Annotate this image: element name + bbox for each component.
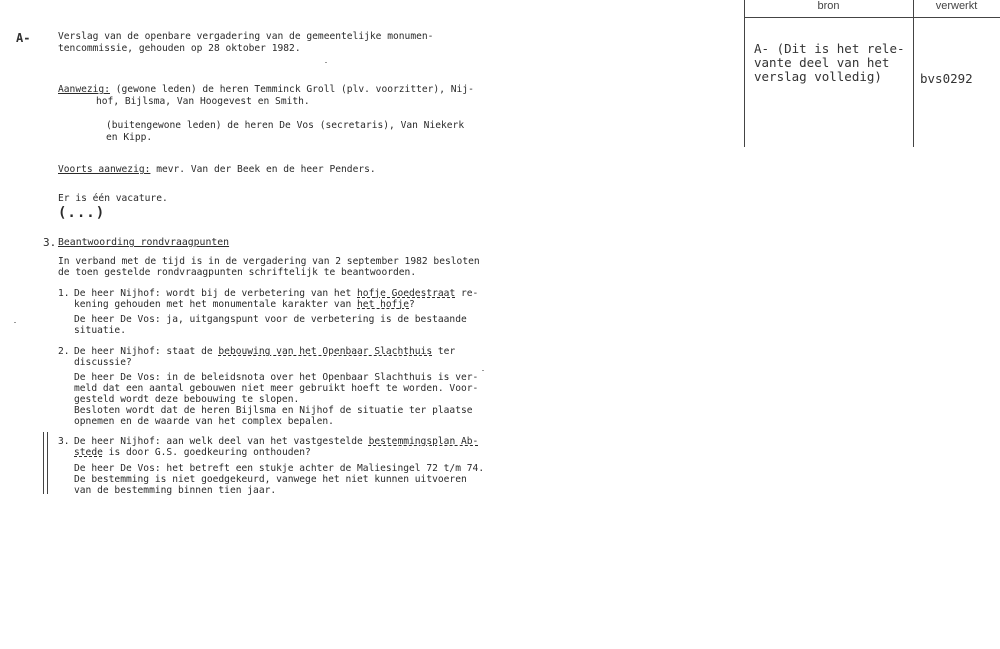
q1-line-2	[74, 299, 415, 311]
margin-marker: A-	[16, 31, 31, 45]
verwerkt-code: bvs0292	[920, 71, 973, 86]
q3-abstede: stede	[74, 447, 103, 458]
q1-text-f: ?	[409, 299, 415, 310]
bron-note-1: A- (Dit is het rele-	[754, 41, 905, 56]
q3-answer-1: De heer De Vos: het betreft een stukje achter de Maliesingel 72 t/m 74.	[74, 463, 485, 474]
q2-number: 2.	[58, 346, 70, 357]
margin-bar-outer	[43, 432, 44, 494]
section-title: Beantwoording rondvraagpunten	[58, 237, 230, 248]
also-present-text: mevr. Van der Beek en de heer Penders.	[150, 164, 376, 175]
q1-answer-2: situatie.	[74, 325, 126, 336]
q3-text-d: is door G.S. goedkeuring onthouden?	[102, 447, 311, 458]
present-extra-1: (buitengewone leden) de heren De Vos (secretaris), Van Niekerk	[106, 120, 465, 131]
present-extra-2: en Kipp.	[106, 132, 153, 143]
intro-line-2: tencommissie, gehouden op 28 oktober 1982.	[58, 43, 301, 54]
q2-answer-5: opnemen en de waarde van het complex bepalen.	[74, 416, 334, 427]
q1-number: 1.	[58, 288, 70, 299]
q1-text-c: re-	[455, 288, 479, 299]
q2-text-c: ter	[432, 346, 456, 357]
q2-answer-2: meld dat een aantal gebouwen niet meer gebruikt hoeft te worden. Voor-	[74, 383, 479, 394]
q3-number: 3.	[58, 436, 70, 447]
q3-line-2	[74, 447, 311, 459]
scan-speck	[482, 370, 484, 371]
q3-text-a: De heer Nijhof: aan welk deel van het vastgestelde	[74, 436, 369, 447]
q2-text-a: De heer Nijhof: staat de	[74, 346, 219, 357]
q2-line-2: discussie?	[74, 357, 132, 368]
section-number: 3.	[43, 236, 57, 249]
q3-bestemmingsplan: bestemmingsplan Ab-	[368, 436, 479, 447]
q3-answer-3: van de bestemming binnen tien jaar.	[74, 485, 277, 496]
q2-answer-3: gesteld wordt deze bebouwing te slopen.	[74, 394, 300, 405]
table-left-border	[744, 0, 745, 147]
also-present-label: Voorts aanwezig:	[58, 164, 151, 175]
q1-hofje-goedestraat: hofje Goedestraat	[357, 288, 456, 299]
header-bron: bron	[817, 0, 840, 12]
bron-note-2: vante deel van het	[754, 55, 890, 70]
q1-answer-1: De heer De Vos: ja, uitgangspunt voor de verbetering is de bestaande	[74, 314, 467, 325]
bron-note-3: verslag volledig)	[754, 69, 882, 84]
present-label: Aanwezig:	[58, 84, 110, 95]
also-present	[58, 164, 376, 176]
q1-text-a: De heer Nijhof: wordt bij de verbetering van het	[74, 288, 358, 299]
section-intro-2: de toen gestelde rondvraagpunten schriftelijk te beantwoorden.	[58, 267, 417, 278]
q2-bebouwing-slachthuis: bebouwing van het Openbaar Slachthuis	[218, 346, 433, 357]
q2-answer-4: Besloten wordt dat de heren Bijlsma en Nijhof de situatie ter plaatse	[74, 405, 473, 416]
present-text-1: (gewone leden) de heren Temminck Groll (plv. voorzitter), Nij-	[109, 84, 474, 95]
present-line-2: hof, Bijlsma, Van Hoogevest en Smith.	[96, 96, 310, 107]
q3-answer-2: De bestemming is niet goedgekeurd, vanwege het niet kunnen uitvoeren	[74, 474, 467, 485]
vacancy-line: Er is één vacature.	[58, 193, 168, 204]
q2-answer-1: De heer De Vos: in de beleidsnota over het Openbaar Slachthuis is ver-	[74, 372, 479, 383]
scan-speck	[14, 322, 16, 323]
table-header-rule	[744, 17, 1000, 18]
scan-speck	[325, 62, 327, 63]
margin-bar-inner	[47, 432, 48, 494]
present-line-1	[58, 84, 474, 96]
intro-line-1: Verslag van de openbare vergadering van de gemeentelijke monumen-	[58, 31, 434, 42]
header-verwerkt: verwerkt	[935, 0, 978, 12]
q1-text-d: kening gehouden met het monumentale karakter van	[74, 299, 358, 310]
omission-marker: (...)	[58, 205, 106, 221]
table-column-divider	[913, 0, 914, 147]
q1-het-hofje: het hofje	[357, 299, 410, 310]
section-intro-1: In verband met de tijd is in de vergadering van 2 september 1982 besloten	[58, 256, 480, 267]
